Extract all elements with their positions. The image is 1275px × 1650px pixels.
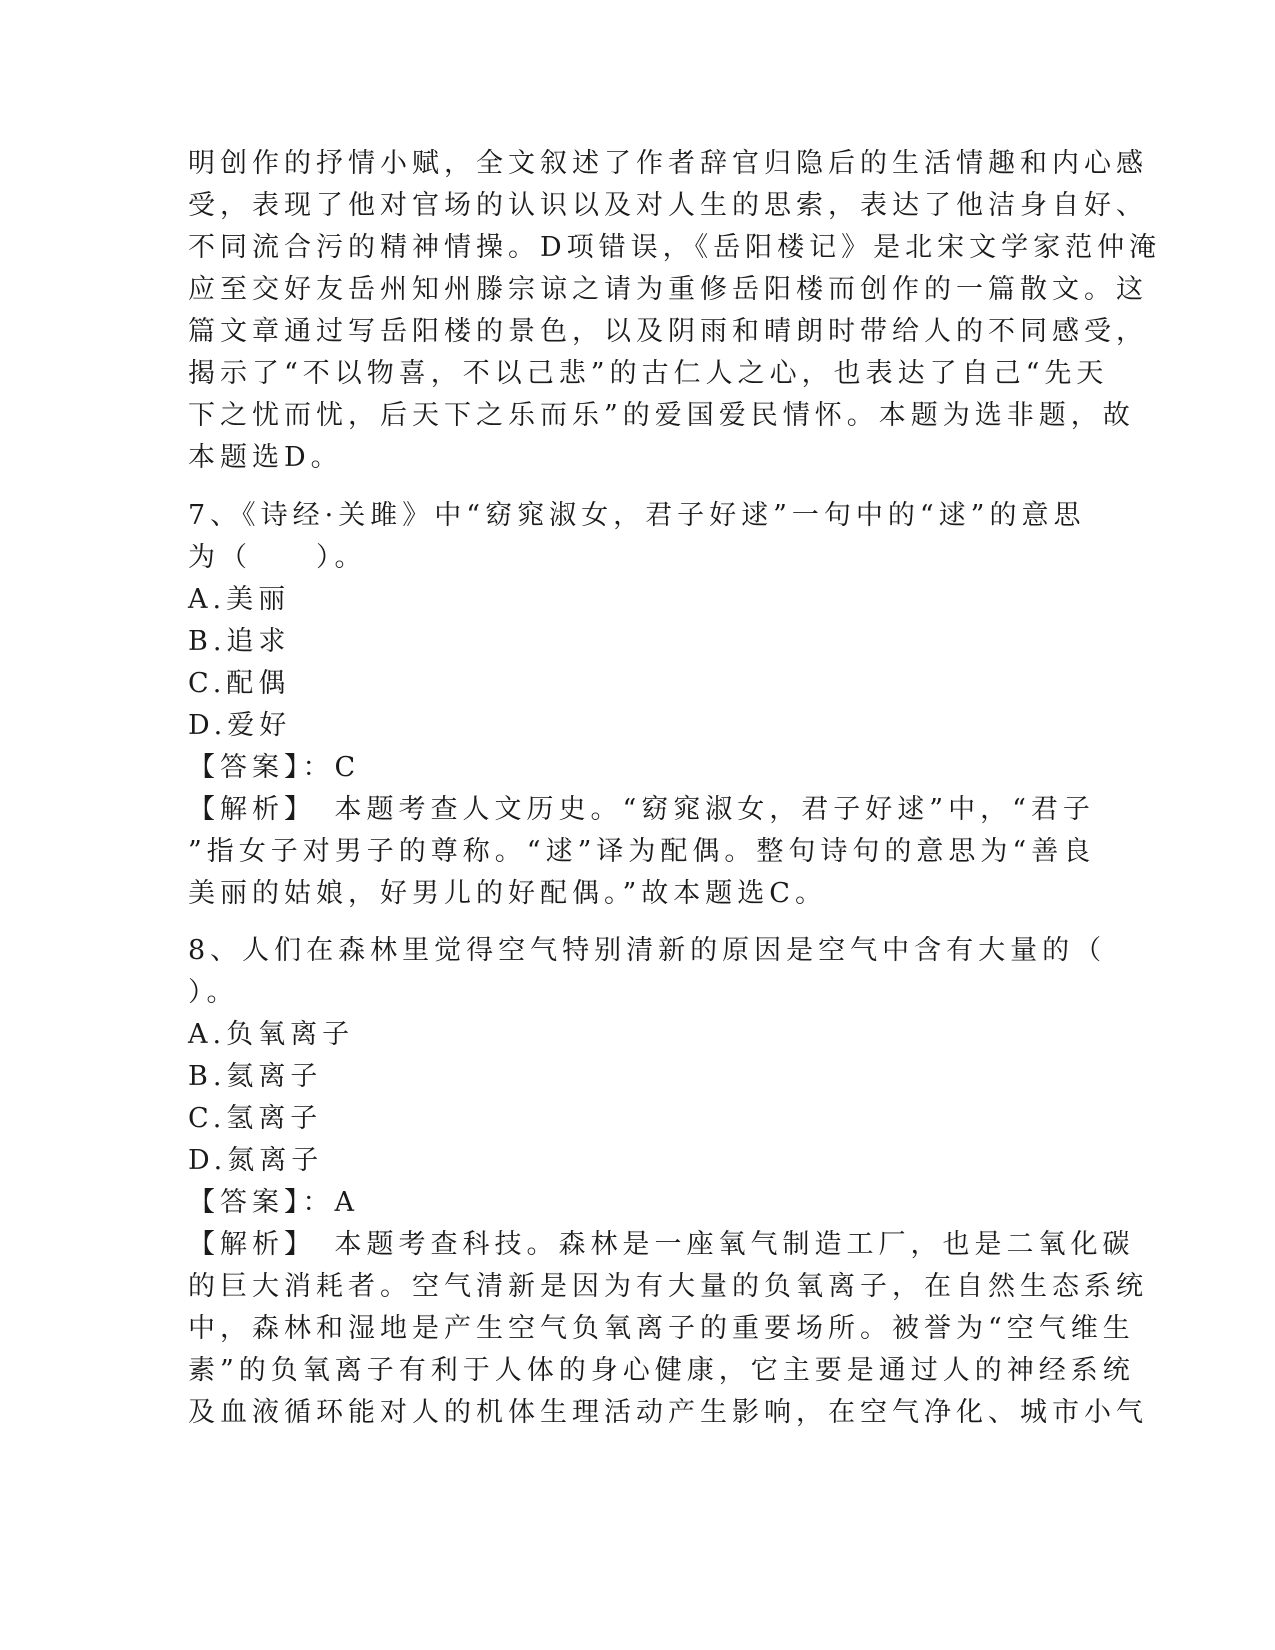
option-a: A.美丽 <box>188 584 291 615</box>
option-d: D.爱好 <box>188 710 292 741</box>
explanation-line: ”指女子对男子的尊称。“逑”译为配偶。整句诗句的意思为“善良 <box>188 836 1096 867</box>
text-line: 应至交好友岳州知州滕宗谅之请为重修岳阳楼而创作的一篇散文。这 <box>188 274 1148 305</box>
option-c: C.配偶 <box>188 668 291 699</box>
explanation-line: 的巨大消耗者。空气清新是因为有大量的负氧离子，在自然生态系统 <box>188 1271 1148 1302</box>
question-stem: 7、《诗经·关雎》中“窈窕淑女，君子好逑”一句中的“逑”的意思 <box>188 500 1086 531</box>
answer: 【答案】：A <box>188 1187 359 1218</box>
text-line: 揭示了“不以物喜，不以己悲”的古仁人之心，也表达了自己“先天 <box>188 358 1109 389</box>
option-a: A.负氧离子 <box>188 1019 355 1050</box>
explanation-line: 【解析】 本题考查人文历史。“窈窕淑女，君子好逑”中，“君子 <box>188 794 1095 825</box>
question-stem: ）。 <box>188 977 239 1008</box>
option-c: C.氢离子 <box>188 1103 323 1134</box>
explanation-line: 【解析】 本题考查科技。森林是一座氧气制造工厂，也是二氧化碳 <box>188 1229 1135 1260</box>
explanation-line: 素”的负氧离子有利于人体的身心健康，它主要是通过人的神经系统 <box>188 1355 1135 1386</box>
option-d: D.氮离子 <box>188 1145 324 1176</box>
text-line: 受，表现了他对官场的认识以及对人生的思索，表达了他洁身自好、 <box>188 190 1148 221</box>
explanation-line: 中，森林和湿地是产生空气负氧离子的重要场所。被誉为“空气维生 <box>188 1313 1135 1344</box>
question-stem: 8、人们在森林里觉得空气特别清新的原因是空气中含有大量的（ <box>188 935 1107 966</box>
answer: 【答案】：C <box>188 752 361 783</box>
option-b: B.追求 <box>188 626 291 657</box>
question-stem: 为（ ）。 <box>188 542 367 573</box>
text-line: 明创作的抒情小赋，全文叙述了作者辞官归隐后的生活情趣和内心感 <box>188 148 1148 179</box>
text-line: 本题选D。 <box>188 442 343 473</box>
text-line: 不同流合污的精神情操。D项错误，《岳阳楼记》是北宋文学家范仲淹 <box>188 232 1162 263</box>
explanation-line: 及血液循环能对人的机体生理活动产生影响，在空气净化、城市小气 <box>188 1397 1148 1428</box>
option-b: B.氦离子 <box>188 1061 323 1092</box>
text-line: 下之忧而忧，后天下之乐而乐”的爱国爱民情怀。本题为选非题，故 <box>188 400 1135 431</box>
text-line: 篇文章通过写岳阳楼的景色，以及阴雨和晴朗时带给人的不同感受， <box>188 316 1148 347</box>
explanation-line: 美丽的姑娘，好男儿的好配偶。”故本题选C。 <box>188 878 827 909</box>
